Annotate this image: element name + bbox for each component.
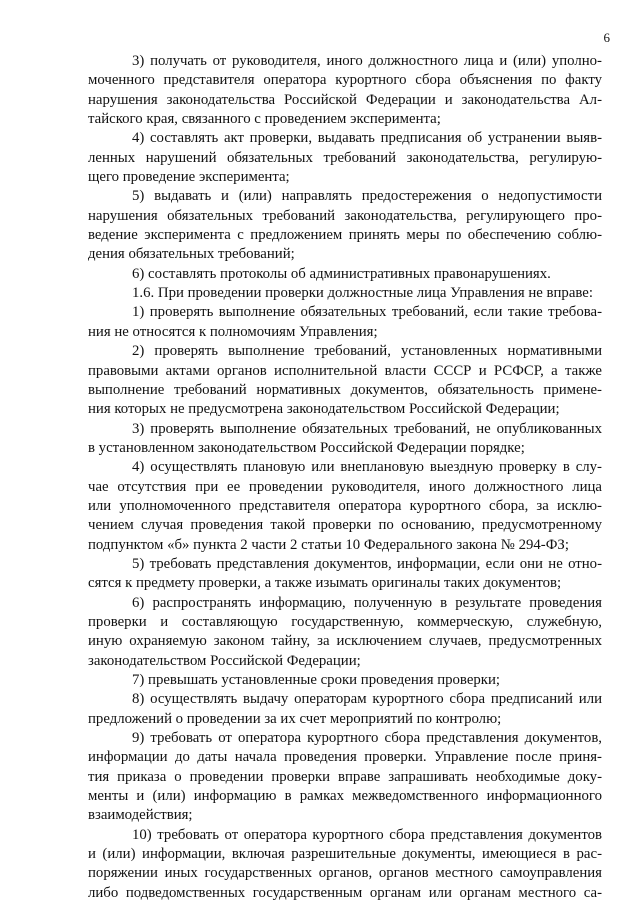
- text-line: дения обязательных требований;: [88, 246, 295, 263]
- text-line: или уполномоченного представителя оператора курортного сбора, за исклю-: [88, 497, 602, 514]
- text-line: предложений о проведении за их счет мероприятий по контролю;: [88, 710, 502, 727]
- text-line: 9) требовать от оператора курортного сбора представления документов,: [132, 730, 602, 747]
- text-line: ведение эксперимента с предложением принять меры по обеспечению соблю-: [88, 227, 602, 244]
- text-line: в установленном законодательством Российской Федерации порядке;: [88, 439, 525, 456]
- text-line: ния которых не предусмотрена законодательством Российской Федерации;: [88, 401, 560, 418]
- text-line: 1.6. При проведении проверки должностные лица Управления не вправе:: [132, 285, 593, 302]
- text-line: тайского края, связанного с проведением эксперимента;: [88, 111, 441, 128]
- text-line: 8) осуществлять выдачу операторам курортного сбора предписаний или: [132, 691, 602, 708]
- text-line: либо подведомственных государственным органам или органам местного са-: [88, 884, 602, 901]
- text-line: щего проведение эксперимента;: [88, 169, 290, 186]
- text-line: чением случая проведения такой проверки по основанию, предусмотренному: [88, 517, 602, 534]
- text-line: 4) составлять акт проверки, выдавать предписания об устранении выяв-: [132, 130, 602, 147]
- text-line: нарушения обязательных требований законодательства, регулирующего про-: [88, 207, 602, 224]
- text-line: законодательством Российской Федерации;: [88, 652, 361, 669]
- text-line: информации до даты начала проведения проверки. Управление после приня-: [88, 749, 602, 766]
- document-body: [88, 52, 602, 903]
- text-line: тия приказа о проведении проверки вправе запрашивать необходимые доку-: [88, 768, 602, 785]
- text-line: правовыми актами органов исполнительной власти СССР и РСФСР, а также: [88, 362, 602, 379]
- text-line: проверки и составляющую государственную, коммерческую, служебную,: [88, 613, 602, 630]
- text-line: 2) проверять выполнение требований, установленных нормативными: [132, 343, 602, 360]
- text-line: 1) проверять выполнение обязательных требований, если такие требова-: [132, 304, 602, 321]
- text-line: нарушения законодательства Российской Федерации и законодательства Ал-: [88, 91, 602, 108]
- text-line: менты и (или) информацию в рамках межведомственного информационного: [88, 788, 602, 805]
- text-line: 6) распространять информацию, полученную в результате проведения: [132, 594, 602, 611]
- text-line: 5) требовать представления документов, информации, если они не отно-: [132, 555, 602, 572]
- text-line: и (или) информации, включая разрешительные документы, имеющиеся в рас-: [88, 846, 602, 863]
- text-line: 7) превышать установленные сроки проведения проверки;: [132, 672, 501, 688]
- page-number: 6: [603, 30, 610, 45]
- text-line: 3) проверять выполнение обязательных требований, не опубликованных: [132, 420, 602, 437]
- text-line: чае отсутствия при ее проведении руководителя, иного должностного лица: [88, 478, 602, 495]
- text-line: ния не относятся к полномочиям Управления;: [88, 323, 378, 340]
- text-line: моченного представителя оператора курортного сбора объяснения по факту: [88, 72, 602, 89]
- text-line: 6) составлять протоколы об административных правонарушениях.: [132, 265, 551, 282]
- text-line: сятся к предмету проверки, а также изымать оригиналы таких документов;: [88, 575, 562, 592]
- text-line: 5) выдавать и (или) направлять предостережения о недопустимости: [132, 188, 602, 205]
- text-line: поряжении иных государственных органов, органов местного самоуправления: [88, 865, 602, 882]
- text-line: 4) осуществлять плановую или внеплановую выездную проверку в слу-: [132, 459, 602, 476]
- text-line: 3) получать от руководителя, иного должностного лица и (или) уполно-: [132, 53, 602, 69]
- text-line: взаимодействия;: [88, 807, 193, 824]
- text-line: подпунктом «б» пункта 2 части 2 статьи 10 Федерального закона № 294-ФЗ;: [88, 536, 569, 553]
- text-line: ленных нарушений обязательных требований законодательства, регулирую-: [88, 149, 602, 166]
- text-line: иную охраняемую законом тайну, за исключением случаев, предусмотренных: [88, 633, 602, 650]
- text-line: 10) требовать от оператора курортного сбора представления документов: [132, 826, 602, 843]
- text-line: выполнение требований нормативных документов, обязательность примене-: [88, 381, 602, 398]
